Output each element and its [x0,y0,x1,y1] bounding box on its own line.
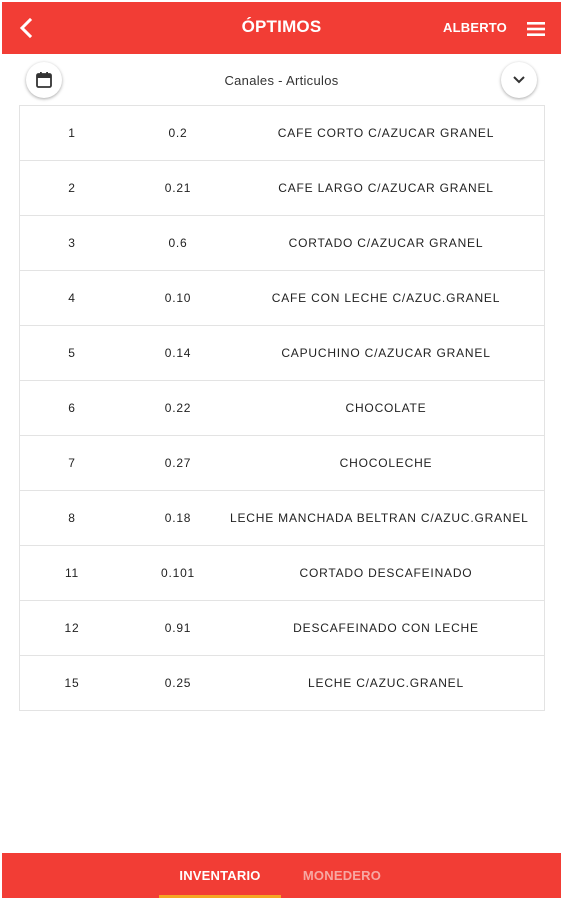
tab-inventario[interactable]: INVENTARIO [179,868,261,883]
row-value: 0.10 [164,291,192,305]
row-article-name: CAPUCHINO C/AZUCAR GRANEL [281,345,491,360]
row-value: 0.91 [164,621,192,635]
row-value: 0.14 [164,346,192,360]
section-title: Canales - Articulos [224,73,339,88]
table-row[interactable] [20,106,544,161]
articles-table [19,105,545,711]
table-row[interactable] [20,216,544,271]
row-id: 6 [68,401,76,415]
table-row[interactable] [20,381,544,436]
row-article-name: CAFE CORTO C/AZUCAR GRANEL [277,125,495,140]
hamburger-menu-icon [526,21,546,37]
table-row[interactable] [20,546,544,601]
row-article-name: CAFE LARGO C/AZUCAR GRANEL [278,180,494,195]
menu-button[interactable] [523,16,549,42]
row-id: 4 [68,291,76,305]
table-row[interactable] [20,436,544,491]
row-value: 0.27 [164,456,192,470]
active-tab-indicator [159,895,281,898]
table-row[interactable] [20,326,544,381]
user-name[interactable]: ALBERTO [443,20,507,35]
row-value: 0.101 [160,566,196,580]
row-id: 11 [64,566,80,580]
row-value: 0.25 [164,676,192,690]
app-bar [2,2,561,54]
row-value: 0.21 [164,181,192,195]
row-article-name: CORTADO DESCAFEINADO [299,565,473,580]
bottom-tab-bar [2,853,561,898]
row-value: 0.18 [164,511,192,525]
row-article-name: CORTADO C/AZUCAR GRANEL [288,235,484,250]
row-id: 8 [68,511,76,525]
tab-monedero[interactable]: MONEDERO [302,868,382,883]
page-title: ÓPTIMOS [241,17,322,36]
row-value: 0.22 [164,401,192,415]
row-id: 5 [68,346,76,360]
chevron-down-icon [512,75,526,85]
row-article-name: CAFE CON LECHE C/AZUC.GRANEL [271,290,501,305]
table-row[interactable] [20,491,544,546]
row-id: 12 [64,621,80,635]
row-value: 0.2 [168,126,188,140]
expand-button[interactable] [501,62,537,98]
row-article-name: CHOCOLECHE [339,455,433,470]
row-article-name: DESCAFEINADO CON LECHE [293,620,479,635]
table-row[interactable] [20,601,544,656]
table-row[interactable] [20,271,544,326]
row-id: 2 [68,181,76,195]
row-article-name: CHOCOLATE [345,400,427,415]
row-id: 1 [68,126,76,140]
row-article-name: LECHE MANCHADA BELTRAN C/AZUC.GRANEL [230,510,529,525]
row-id: 7 [68,456,76,470]
table-row[interactable] [20,161,544,216]
row-id: 3 [68,236,76,250]
row-article-name: LECHE C/AZUC.GRANEL [308,675,464,690]
row-value: 0.6 [168,236,188,250]
sub-header [2,54,561,106]
app-frame [2,2,561,898]
table-row[interactable] [20,656,544,711]
row-id: 15 [64,676,80,690]
